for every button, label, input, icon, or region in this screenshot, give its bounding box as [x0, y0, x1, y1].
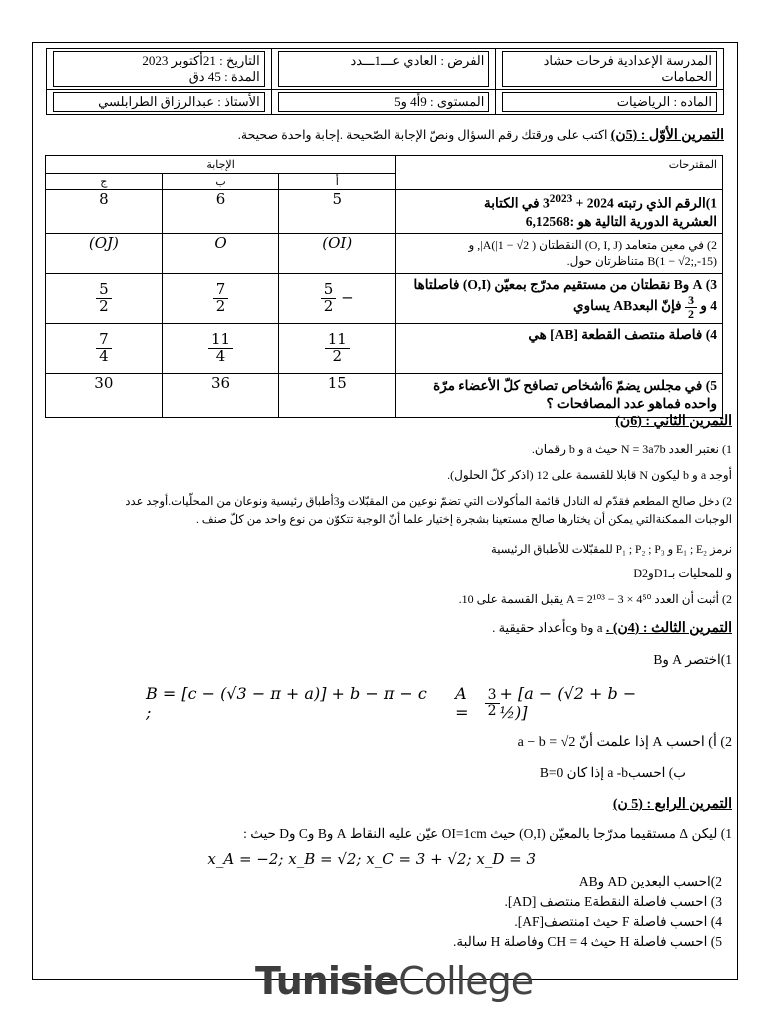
q3-a-n: 5: [321, 282, 337, 299]
q1-opt-c: 8: [46, 190, 163, 234]
formula-b: B = [c − (√3 − π + a)] + b − π − c ;: [146, 684, 427, 722]
q4-a-d: 2: [332, 346, 343, 365]
q4-c-frac: [96, 332, 112, 365]
q3-b-n: 7: [213, 282, 229, 299]
ex2-l1: 1) نعتبر العدد N = 3a7b حيث a و b رقمان.: [531, 442, 732, 456]
q3-b-d: 2: [215, 296, 226, 315]
q1-opt-a: 5: [279, 190, 396, 234]
header-subject: الماده : الرياضيات: [502, 92, 717, 112]
q3-a-d: 2: [323, 296, 334, 315]
q5-opt-b: 36: [162, 373, 279, 417]
ex4-l5: 4) احسب فاصلة F حيث Iمنتصف[AF].: [514, 914, 722, 929]
header-test-cell: [271, 49, 496, 90]
ex2-title: التمرين الثاني : (6ن): [615, 414, 732, 429]
q3-c-d: 2: [99, 296, 109, 315]
q3-opt-c: [46, 273, 163, 323]
col-a: أ: [279, 174, 396, 190]
q2-text: [396, 233, 723, 273]
q3-line2b: فإنّ البعدAB يساوي: [573, 298, 685, 314]
q3-opt-b: [162, 273, 279, 323]
formula-a-frac: [485, 688, 500, 718]
ex4-l3: 2)احسب البعدين AD وAB: [578, 874, 722, 889]
q2-line1: 2) في معين متعامد (O, I, J) النقطتان ( A(|1 − √2|, و: [468, 238, 717, 253]
q2-opt-c: (OJ): [46, 233, 163, 273]
header-teacher: الأستاذ : عبدالرزاق الطرابلسي: [53, 92, 265, 112]
ex3-intro: a وb وcأعداد حقيقية .: [492, 620, 606, 635]
q3-frac-n: 3: [685, 294, 697, 308]
header-level: المستوى : 9أ4 و5: [278, 92, 490, 112]
q3-b-frac: [213, 282, 229, 315]
col-b: ب: [162, 174, 279, 190]
q2-opt-b: O: [162, 233, 279, 273]
formula-a-frac-n: 3: [485, 688, 500, 704]
q5-opt-a: 15: [279, 373, 396, 417]
q3-opt-a: [279, 273, 396, 323]
header-subject-cell: [496, 90, 724, 115]
formula-a-frac-d: 2: [487, 702, 497, 719]
ex2-l5: نرمز E₁ ; E₂ و P₁ ; P₂ ; P₃ للمقبّلات للأطباق الرئيسية: [491, 544, 732, 556]
ex3-l1: 1)اختصر A وB: [653, 652, 732, 667]
ex1-title: التمرين الأوّل : (5ن): [610, 128, 724, 143]
q4-opt-b: [162, 323, 279, 373]
ex2-l2: أوجد a و b ليكون N قابلا للقسمة على 12 (اذكر كلّ الحلول).: [447, 468, 732, 482]
header-duration: المدة : 45 دق: [188, 69, 260, 84]
q3-c-n: 5: [96, 282, 112, 299]
q1-tail: في الكتابة: [484, 195, 543, 211]
header-table: [46, 48, 724, 115]
ex3-title: التمرين الثالث : (4ن) .: [605, 621, 732, 636]
qcm-row-1: [46, 190, 723, 234]
qcm-row-3: [46, 273, 723, 323]
tunisiecollege-logo: [255, 955, 534, 1007]
q3-a-sign: −: [341, 288, 354, 307]
col-c: ج: [46, 174, 163, 190]
q4-b-frac: [208, 332, 233, 365]
ex1-instruction: اكتب على ورقتك رقم السؤال ونصّ الإجابة الصّحيحة .إجابة واحدة صحيحة.: [237, 128, 608, 142]
col-proposals: المقترحات: [396, 156, 723, 190]
qcm-row-2: [46, 233, 723, 273]
ex4-l1: 1) ليكن Δ مستقيما مدرّجا بالمعيّن (O,I) حيث OI=1cm عيّن عليه النقاط A وB وC وD حيث :: [243, 826, 732, 841]
header-level-cell: [271, 90, 496, 115]
logo-text: [255, 959, 533, 1003]
header-school-cell: [496, 49, 724, 90]
q4-text: 4) فاصلة منتصف القطعة [AB] هي: [396, 323, 723, 373]
q4-a-n: 11: [325, 332, 350, 349]
q3-line2: [401, 294, 717, 320]
formula-a-post: + [a − (√2 + b − ½)]: [499, 684, 637, 722]
ex4-l6: 5) احسب فاصلة H حيث CH = 4 وفاصلة H سالبة.: [453, 934, 722, 949]
q4-c-d: 4: [99, 346, 109, 365]
ex2-l7: 2) أثبت أن العدد A = 2¹⁰³ − 3 × 4⁵⁰ يقبل القسمة على 10.: [458, 592, 732, 606]
q5-line2: واحده فماهو عدد المصافحات ؟: [546, 396, 717, 412]
ex2-l6: و للمحليات بـD1وD2: [633, 566, 732, 580]
q5-text: [396, 373, 723, 417]
q3-line1: 3) A وB نقطتان من مستقيم مدرّج بمعيّن (O,I) فاصلتاها: [413, 277, 717, 293]
ex1-heading: [46, 127, 724, 144]
q4-opt-c: [46, 323, 163, 373]
q2-line2: B(1 − √2;,-15) متناظرتان حول.: [566, 254, 717, 269]
header-test: الفرض : العادي عـــ1ـــدد: [278, 51, 490, 87]
logo-part1: Tunisie: [255, 959, 399, 1003]
col-answer: الإجابة: [46, 156, 396, 174]
qcm-table: [45, 155, 723, 418]
q3-a-frac: [321, 282, 337, 315]
qcm-row-4: [46, 323, 723, 373]
header-date: التاريخ : 21أكتوبر 2023: [142, 53, 260, 68]
ex3-l2: 2) أ) احسب A إذا علمت أنّ a − b = √2: [517, 735, 732, 750]
q1-line1-a: 1)الرقم الذي رتبته 2024 +: [572, 195, 717, 211]
ex4-l4: 3) احسب فاصلة النقطةE منتصف [AD].: [504, 894, 722, 909]
header-date-block: [53, 51, 265, 87]
header-school: المدرسة الإعدادية فرحات حشاد الحمامات: [502, 51, 717, 87]
q1-text: [396, 190, 723, 234]
q5-opt-c: 30: [46, 373, 163, 417]
ex3-l3: ب) احسبa -b إذا كان B=0: [539, 765, 686, 780]
q5-line1: 5) في مجلس يضمّ 6أشخاص تصافح كلّ الأعضاء مرّة: [433, 378, 717, 394]
q3-frac-d: 2: [687, 307, 694, 322]
q3-text: [396, 273, 723, 323]
logo-part2: College: [398, 959, 534, 1003]
header-date-cell: [47, 49, 272, 90]
q4-c-n: 7: [96, 332, 112, 349]
ex3-formulas: [146, 680, 666, 726]
q1-base: 3: [542, 195, 550, 211]
formula-a-pre: A =: [455, 684, 469, 722]
q3-c-frac: [96, 282, 112, 315]
q4-a-frac: [325, 332, 350, 365]
q2-opt-a: (OI): [279, 233, 396, 273]
q4-opt-a: [279, 323, 396, 373]
ex4-title: التمرين الرابع : (5 ن): [612, 797, 732, 812]
q1-line1: [401, 192, 717, 213]
q4-b-n: 11: [208, 332, 233, 349]
qcm-row-5: [46, 373, 723, 417]
q1-sup: 2023: [549, 193, 573, 205]
header-teacher-cell: [47, 90, 272, 115]
ex4-l2: x_A = −2; x_B = √2; x_C = 3 + √2; x_D = 3: [207, 850, 536, 868]
q3-frac: [685, 294, 697, 320]
ex2-l4: الوجبات الممكنةالتي يمكن أن يختارها صالح مستعينا بشجرة إختيار علما أنّ الوجبة تتكوّن من نوع واحد من كلّ صنف .: [195, 514, 732, 526]
q1-opt-b: 6: [162, 190, 279, 234]
ex3-heading: [46, 620, 732, 637]
q3-line2a: 4 و: [696, 298, 717, 314]
q4-b-d: 4: [215, 346, 226, 365]
q1-line2: العشرية الدورية التالية هو :6,12568: [525, 213, 717, 229]
ex2-l3: 2) دخل صالح المطعم فقدّم له النادل قائمة المأكولات التي تضمّ نوعين من المقبّلات و3أطباق رئيسية ونوعان من المحلّيات.أوجد عدد: [125, 496, 732, 508]
